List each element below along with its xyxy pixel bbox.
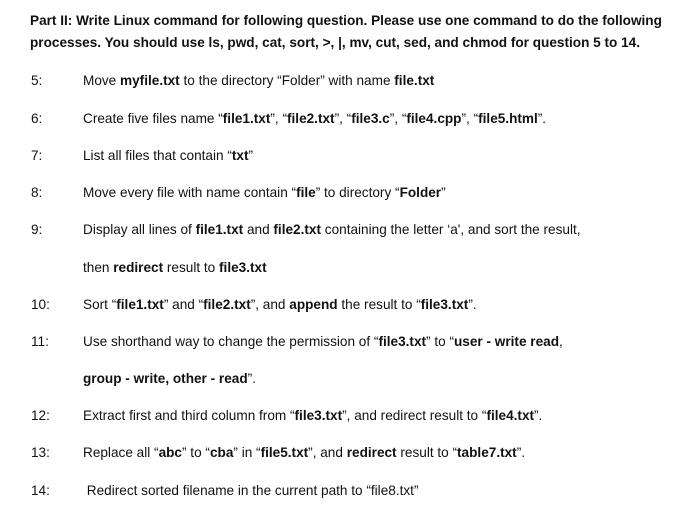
question-number: 7: <box>31 148 43 163</box>
question-9-continuation: then redirect result to file3.txt <box>83 260 267 275</box>
question-number: 12: <box>31 408 50 423</box>
question-number: 9: <box>31 222 43 237</box>
question-text: Sort “file1.txt” and “file2.txt”, and append the result to “file3.txt”. <box>83 297 477 312</box>
question-text: Extract first and third column from “file3.txt”, and redirect result to “file4.txt”. <box>83 408 543 423</box>
question-10 <box>31 296 691 314</box>
question-number: 6: <box>31 111 43 126</box>
question-11 <box>31 333 691 351</box>
question-text: Redirect sorted filename in the current path to “file8.txt” <box>83 483 419 498</box>
question-text: Create five files name “file1.txt”, “file2.txt”, “file3.c”, “file4.cpp”, “file5.html”. <box>83 111 547 126</box>
question-number: 5: <box>31 73 43 88</box>
question-7 <box>31 147 691 165</box>
question-9 <box>31 221 691 239</box>
question-11-continuation: group - write, other - read”. <box>83 371 256 386</box>
question-12 <box>31 407 691 425</box>
question-number: 8: <box>31 185 43 200</box>
question-text: Display all lines of file1.txt and file2.txt containing the letter ‘a', and sort the result, <box>83 222 581 237</box>
question-text: Use shorthand way to change the permission of “file3.txt” to “user - write read, <box>83 334 563 349</box>
question-13 <box>31 444 691 462</box>
question-number: 13: <box>31 445 50 460</box>
header-line-2: processes. You should use ls, pwd, cat, sort, >, |, mv, cut, sed, and chmod for question 5 to 14. <box>30 35 640 50</box>
section-header <box>30 10 690 54</box>
question-6 <box>31 110 691 128</box>
question-number: 14: <box>31 483 50 498</box>
question-number: 11: <box>31 334 49 349</box>
question-text: List all files that contain “txt” <box>83 148 254 163</box>
question-text: Move every file with name contain “file” to directory “Folder” <box>83 185 446 200</box>
question-number: 10: <box>31 297 50 312</box>
question-5 <box>31 72 691 90</box>
header-line-1: Part II: Write Linux command for following question. Please use one command to do the following <box>30 13 662 28</box>
question-14 <box>31 482 691 500</box>
question-text: Replace all “abc” to “cba” in “file5.txt”, and redirect result to “table7.txt”. <box>83 445 526 460</box>
question-text: Move myfile.txt to the directory “Folder” with name file.txt <box>83 73 435 88</box>
question-8 <box>31 184 691 202</box>
